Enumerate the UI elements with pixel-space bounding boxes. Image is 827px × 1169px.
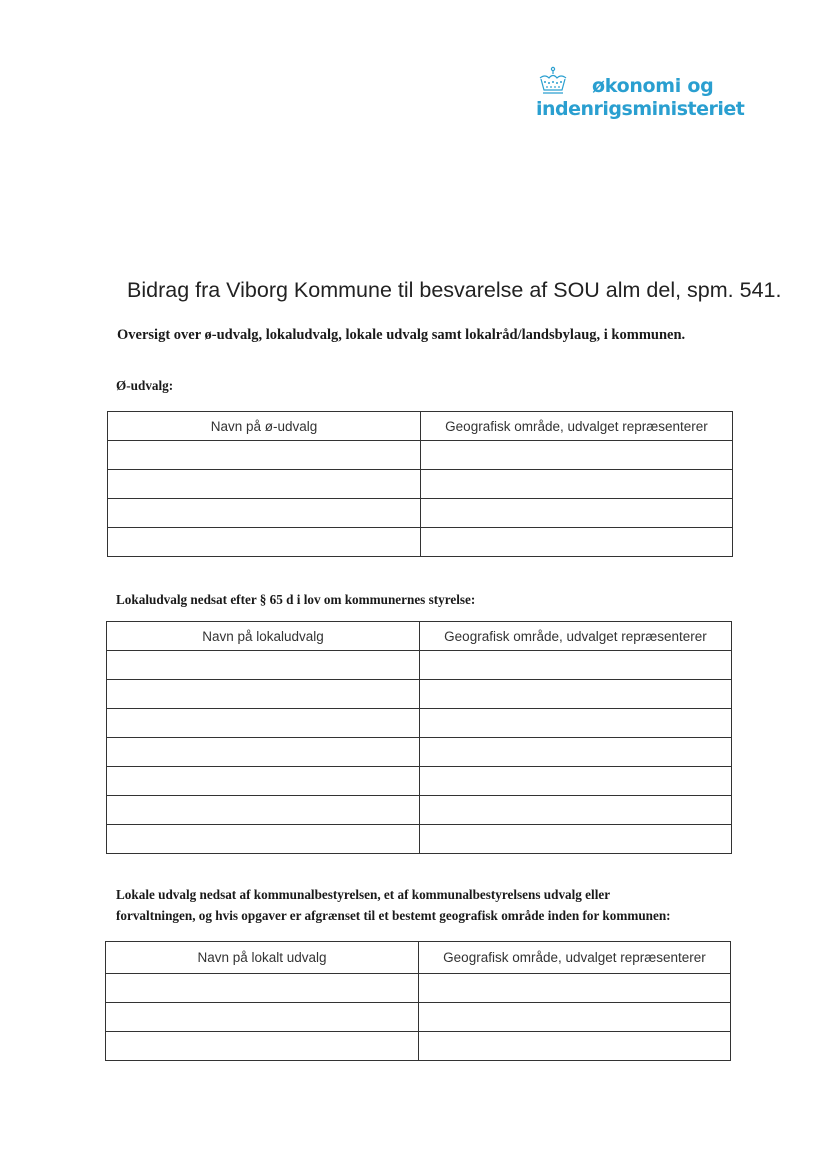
area-cell[interactable]	[421, 470, 733, 499]
name-cell[interactable]	[106, 974, 419, 1003]
name-cell[interactable]	[108, 499, 421, 528]
area-cell[interactable]	[420, 651, 732, 680]
name-cell[interactable]	[107, 709, 420, 738]
section-heading-oe-udvalg: Ø-udvalg:	[116, 378, 174, 393]
table-row	[107, 796, 732, 825]
section-heading-line2: forvaltningen, og hvis opgaver er afgrænset til et bestemt geografisk område inden for kommunen:	[116, 908, 671, 923]
table-row	[108, 470, 733, 499]
section-heading-line1: Lokale udvalg nedsat af kommunalbestyrelsen, et af kommunalbestyrelsens udvalg eller	[116, 887, 611, 902]
name-cell[interactable]	[108, 470, 421, 499]
table-row	[106, 1003, 731, 1032]
name-cell[interactable]	[107, 738, 420, 767]
table-row	[107, 709, 732, 738]
crown-icon	[536, 66, 570, 96]
document-subtitle: Oversigt over ø-udvalg, lokaludvalg, lokale udvalg samt lokalråd/landsbylaug, i kommunen.	[117, 327, 686, 343]
table-row	[107, 825, 732, 854]
area-cell[interactable]	[419, 1032, 731, 1061]
table-lokale-udvalg	[105, 941, 731, 1061]
column-header-area: Geografisk område, udvalget repræsenterer	[421, 412, 733, 441]
table-row	[107, 651, 732, 680]
area-cell[interactable]	[421, 441, 733, 470]
table-row	[106, 974, 731, 1003]
table-oe-udvalg	[107, 411, 733, 557]
area-cell[interactable]	[419, 974, 731, 1003]
ministry-logo	[536, 66, 745, 126]
table-row	[106, 1032, 731, 1061]
area-cell[interactable]	[420, 796, 732, 825]
column-header-name: Navn på lokalt udvalg	[106, 942, 419, 974]
table-header-row	[106, 942, 731, 974]
area-cell[interactable]	[419, 1003, 731, 1032]
name-cell[interactable]	[107, 767, 420, 796]
table-row	[108, 499, 733, 528]
table-header-row	[107, 622, 732, 651]
table-header-row	[108, 412, 733, 441]
column-header-area: Geografisk område, udvalget repræsenterer	[419, 942, 731, 974]
area-cell[interactable]	[420, 767, 732, 796]
table-row	[108, 528, 733, 557]
area-cell[interactable]	[420, 738, 732, 767]
area-cell[interactable]	[421, 499, 733, 528]
name-cell[interactable]	[107, 825, 420, 854]
column-header-area: Geografisk område, udvalget repræsenterer	[420, 622, 732, 651]
name-cell[interactable]	[108, 441, 421, 470]
section-heading-lokaludvalg: Lokaludvalg nedsat efter § 65 d i lov om kommunernes styrelse:	[116, 592, 476, 607]
name-cell[interactable]	[107, 796, 420, 825]
name-cell[interactable]	[107, 651, 420, 680]
logo-text-line1: økonomi og	[592, 75, 714, 97]
table-row	[107, 767, 732, 796]
section-heading-lokale-udvalg	[116, 884, 671, 926]
table-row	[107, 680, 732, 709]
table-lokaludvalg	[106, 621, 732, 854]
table-row	[107, 738, 732, 767]
name-cell[interactable]	[107, 680, 420, 709]
area-cell[interactable]	[420, 709, 732, 738]
column-header-name: Navn på ø-udvalg	[108, 412, 421, 441]
logo-text-line2: indenrigsministeriet	[536, 98, 745, 120]
area-cell[interactable]	[420, 680, 732, 709]
name-cell[interactable]	[106, 1003, 419, 1032]
document-title: Bidrag fra Viborg Kommune til besvarelse af SOU alm del, spm. 541.	[127, 278, 782, 302]
name-cell[interactable]	[106, 1032, 419, 1061]
table-row	[108, 441, 733, 470]
name-cell[interactable]	[108, 528, 421, 557]
column-header-name: Navn på lokaludvalg	[107, 622, 420, 651]
area-cell[interactable]	[421, 528, 733, 557]
area-cell[interactable]	[420, 825, 732, 854]
